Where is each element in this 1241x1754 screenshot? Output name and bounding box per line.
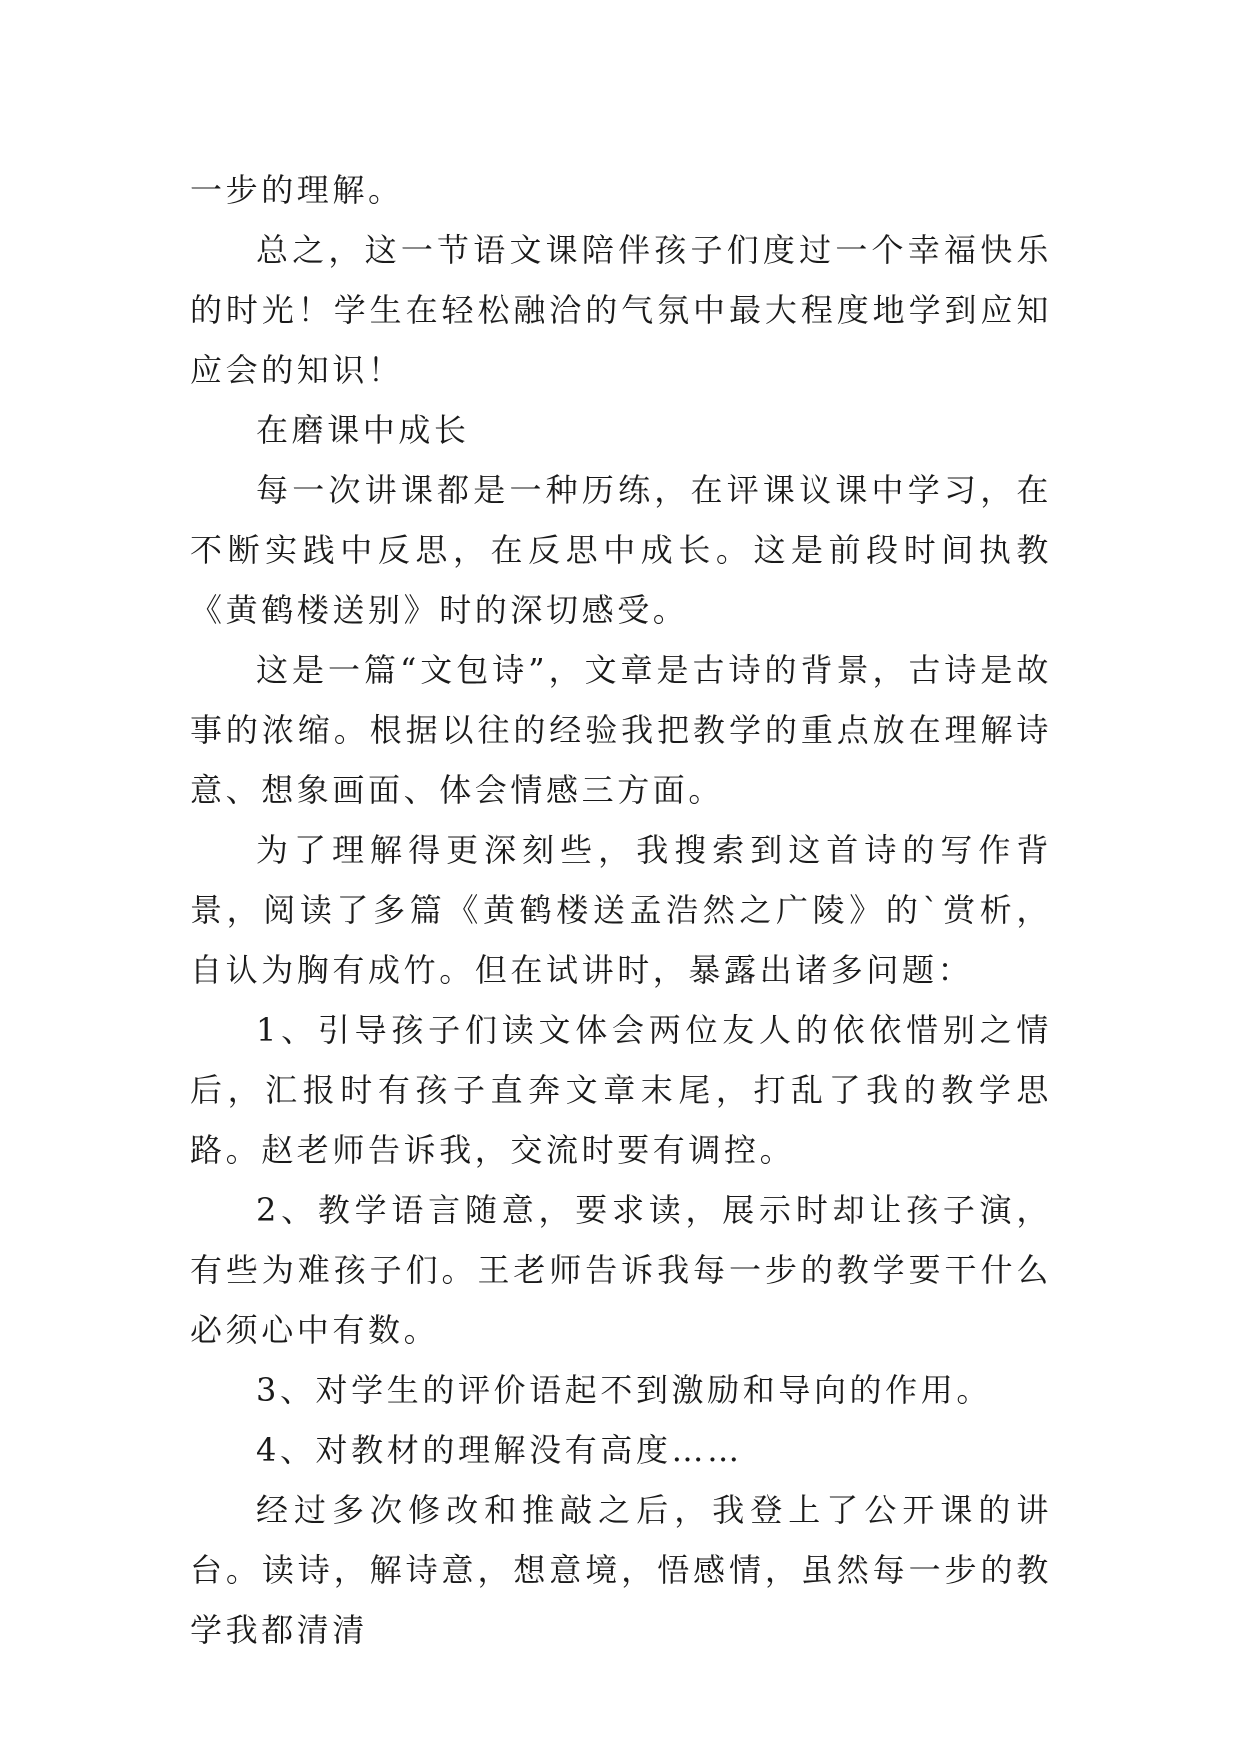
paragraph-5: 这是一篇“文包诗”，文章是古诗的背景，古诗是故事的浓缩。根据以往的经验我把教学的重点放在理解诗意、想象画面、体会情感三方面。 [190,651,1052,809]
list-item-4: 4、对教材的理解没有高度…… [256,1431,743,1469]
list-item-2: 2、教学语言随意，要求读，展示时却让孩子演，有些为难孩子们。王老师告诉我每一步的教学要干什么必须心中有数。 [190,1191,1052,1349]
document-body [190,160,1052,1660]
paragraph-6: 为了理解得更深刻些，我搜索到这首诗的写作背景，阅读了多篇《黄鹤楼送孟浩然之广陵》的`赏析，自认为胸有成竹。但在试讲时，暴露出诸多问题： [190,831,1052,989]
paragraph-1: 一步的理解。 [190,171,404,209]
paragraph-11: 经过多次修改和推敲之后，我登上了公开课的讲台。读诗，解诗意，想意境，悟感情，虽然每一步的教学我都清清 [190,1491,1052,1649]
paragraph-4: 每一次讲课都是一种历练，在评课议课中学习，在不断实践中反思，在反思中成长。这是前段时间执教《黄鹤楼送别》时的深切感受。 [190,471,1052,629]
section-heading: 在磨课中成长 [256,411,470,449]
list-item-3: 3、对学生的评价语起不到激励和导向的作用。 [256,1371,992,1409]
paragraph-2: 总之，这一节语文课陪伴孩子们度过一个幸福快乐的时光！学生在轻松融洽的气氛中最大程度地学到应知应会的知识！ [190,231,1052,389]
list-item-1: 1、引导孩子们读文体会两位友人的依依惜别之情后，汇报时有孩子直奔文章末尾，打乱了我的教学思路。赵老师告诉我，交流时要有调控。 [190,1011,1052,1169]
